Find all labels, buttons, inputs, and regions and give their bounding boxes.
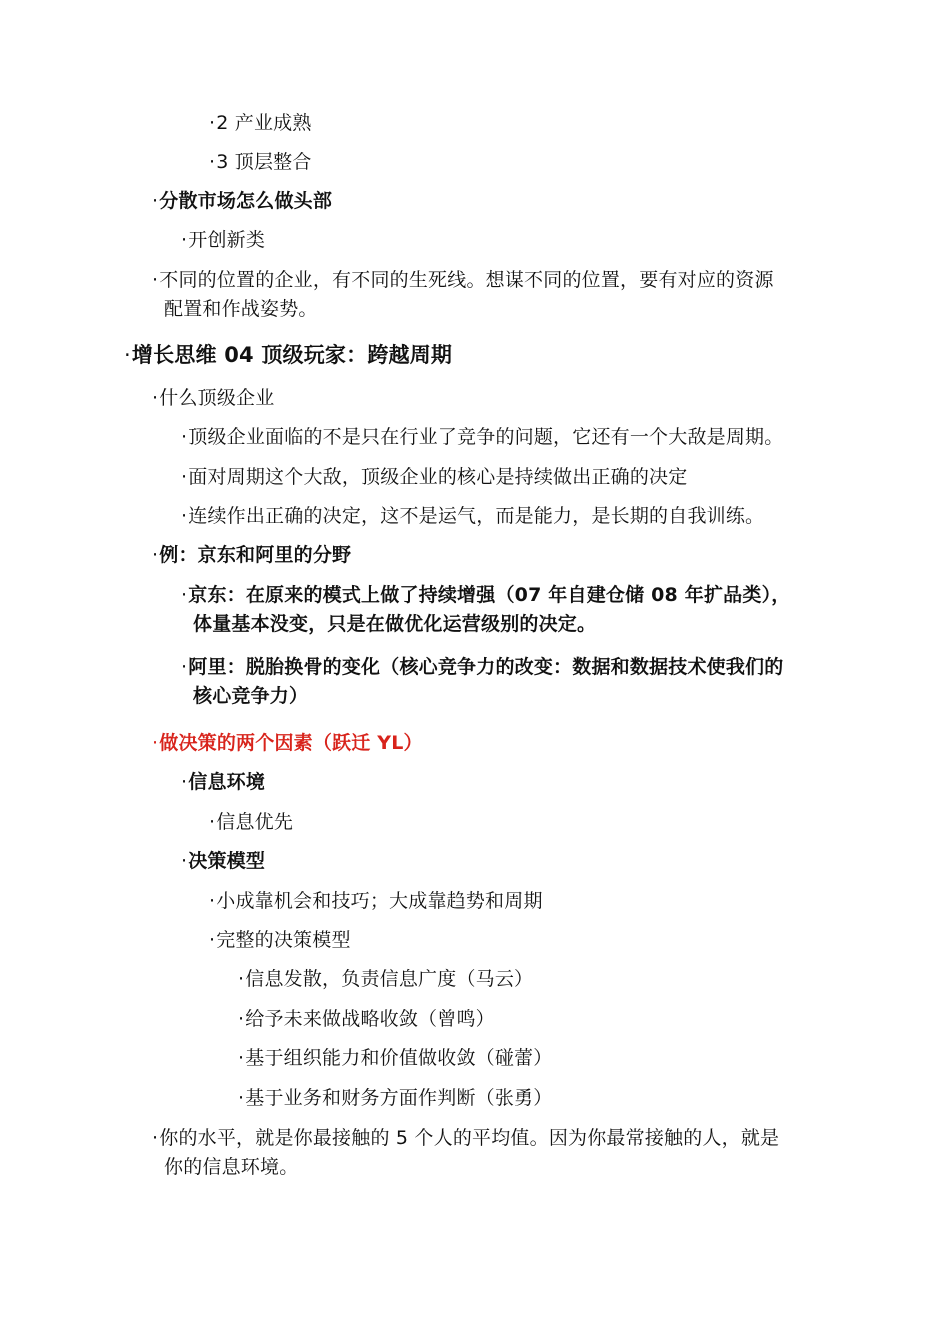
bullet: ·: [238, 1047, 245, 1069]
list-item: [152, 266, 774, 324]
bullet: ·: [181, 466, 188, 488]
bullet: ·: [238, 1008, 245, 1030]
item-text: 什么顶级企业: [159, 387, 275, 409]
bullet: ·: [181, 656, 188, 678]
item-text: 信息优先: [216, 811, 294, 833]
item-text: 例：京东和阿里的分野: [159, 544, 352, 566]
bullet: ·: [152, 387, 159, 409]
item-text: 京东：在原来的模式上做了持续增强（07 年自建仓储 08 年扩品类），: [188, 584, 791, 606]
list-item: [181, 847, 265, 876]
item-text: 你的水平，就是你最接触的 5 个人的平均值。因为你最常接触的人，就是: [159, 1127, 780, 1149]
bullet: ·: [209, 890, 216, 912]
item-text: 连续作出正确的决定，这不是运气，而是能力，是长期的自我训练。: [188, 505, 765, 527]
bullet: ·: [209, 151, 216, 173]
bullet: ·: [124, 343, 131, 367]
item-text-continuation: 体量基本没变，只是在做优化运营级别的决定。: [193, 613, 597, 635]
item-text-continuation: 你的信息环境。: [164, 1156, 299, 1178]
list-item: [238, 1005, 495, 1034]
list-item: [181, 653, 783, 711]
item-text: 顶级企业面临的不是只在行业了竞争的问题，它还有一个大敌是周期。: [188, 426, 784, 448]
list-item: [181, 768, 265, 797]
item-text: 2 产业成熟: [216, 112, 312, 134]
list-item: [181, 463, 687, 492]
list-item: [238, 965, 533, 994]
bullet: ·: [181, 771, 188, 793]
list-item: [238, 1044, 552, 1073]
list-item: [152, 541, 351, 570]
list-item: [238, 1084, 552, 1113]
item-text: 基于组织能力和价值做收敛（碰蕾）: [245, 1047, 553, 1069]
bullet: ·: [181, 505, 188, 527]
section-heading: [124, 341, 452, 370]
item-text-continuation: 配置和作战姿势。: [164, 298, 318, 320]
bullet: ·: [181, 850, 188, 872]
list-item: [209, 808, 293, 837]
bullet: ·: [152, 190, 159, 212]
list-item: [181, 423, 783, 452]
item-text: 不同的位置的企业，有不同的生死线。想谋不同的位置，要有对应的资源: [159, 269, 774, 291]
bullet: ·: [238, 1087, 245, 1109]
list-item: [181, 502, 764, 531]
item-text: 小成靠机会和技巧；大成靠趋势和周期: [216, 890, 543, 912]
item-text: 基于业务和财务方面作判断（张勇）: [245, 1087, 553, 1109]
item-text: 3 顶层整合: [216, 151, 312, 173]
bullet: ·: [181, 426, 188, 448]
list-item: [152, 384, 274, 413]
heading-text: 增长思维 04 顶级玩家：跨越周期: [131, 343, 453, 367]
bullet: ·: [152, 732, 159, 754]
list-item: [209, 926, 351, 955]
item-text: 面对周期这个大敌，顶级企业的核心是持续做出正确的决定: [188, 466, 688, 488]
bullet: ·: [209, 929, 216, 951]
list-item: [152, 187, 332, 216]
item-text-continuation: 核心竞争力）: [193, 685, 309, 707]
list-item: [209, 109, 312, 138]
bullet: ·: [152, 544, 159, 566]
item-text: 给予未来做战略收敛（曾鸣）: [245, 1008, 495, 1030]
list-item: [152, 1124, 779, 1182]
item-text: 开创新类: [188, 229, 266, 251]
list-item: [181, 226, 265, 255]
bullet: ·: [152, 1127, 159, 1149]
bullet: ·: [152, 269, 159, 291]
item-text: 阿里：脱胎换骨的变化（核心竞争力的改变：数据和数据技术使我们的: [188, 656, 784, 678]
item-text: 决策模型: [188, 850, 266, 872]
bullet: ·: [209, 811, 216, 833]
bullet: ·: [238, 968, 245, 990]
bullet: ·: [209, 112, 216, 134]
list-item: [181, 581, 790, 639]
item-text: 完整的决策模型: [216, 929, 351, 951]
list-item-highlight: [152, 729, 423, 758]
list-item: [209, 148, 312, 177]
item-text: 做决策的两个因素（跃迁 YL）: [159, 732, 423, 754]
bullet: ·: [181, 584, 188, 606]
item-text: 分散市场怎么做头部: [159, 190, 333, 212]
item-text: 信息环境: [188, 771, 266, 793]
bullet: ·: [181, 229, 188, 251]
list-item: [209, 887, 543, 916]
item-text: 信息发散，负责信息广度（马云）: [245, 968, 534, 990]
